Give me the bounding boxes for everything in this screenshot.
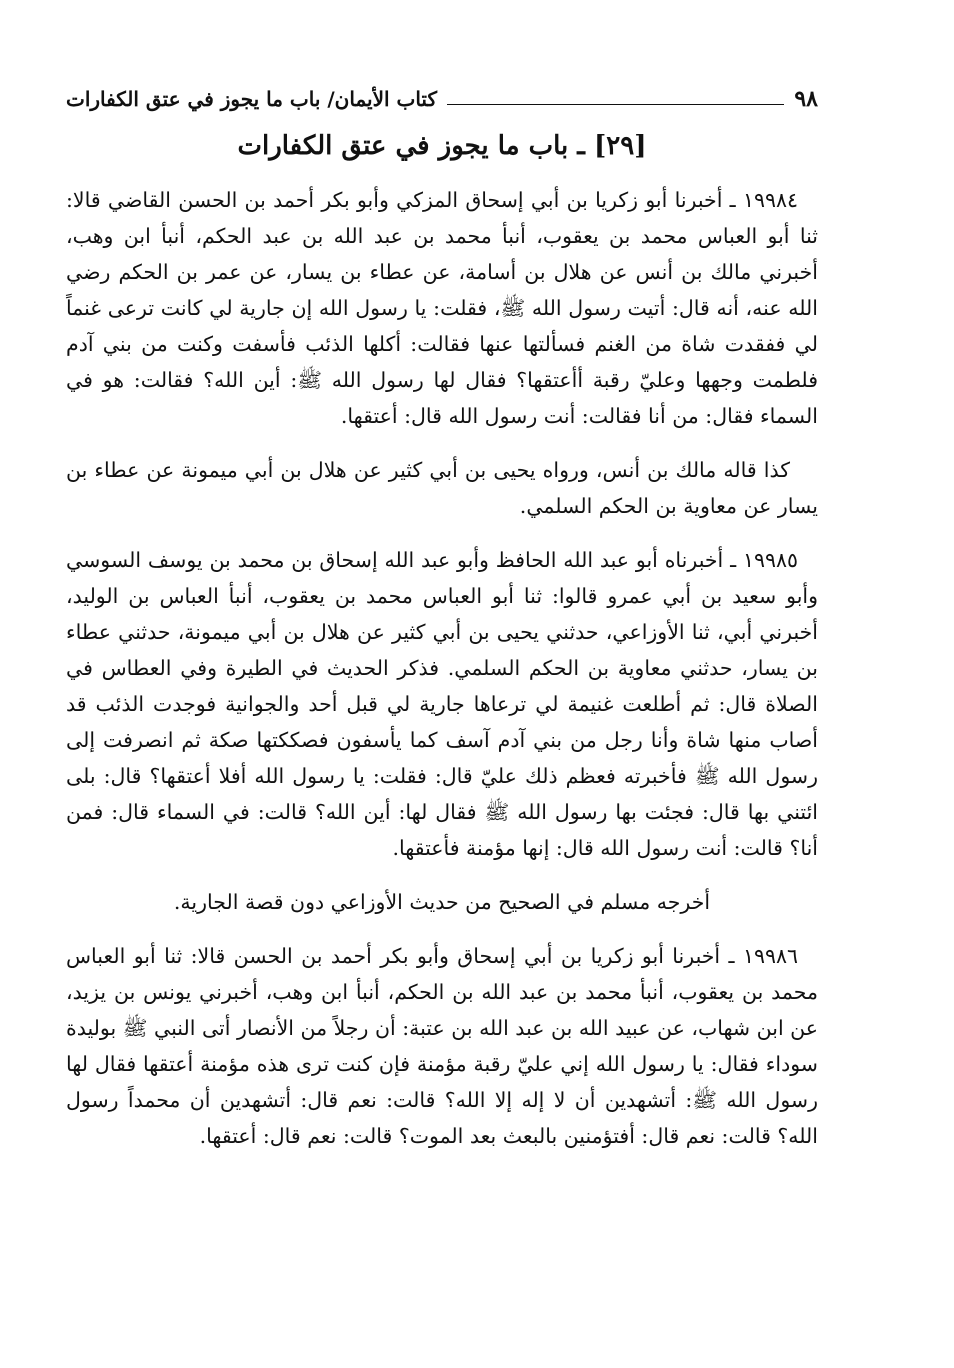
page-header (66, 82, 818, 116)
page-number: ٩٨ (794, 86, 818, 112)
header-rule (447, 104, 784, 105)
takhrij-note: أخرجه مسلم في الصحيح من حديث الأوزاعي دون قصة الجارية. (173, 890, 711, 914)
hadith-paragraph: ١٩٩٨٦ ـ أخبرنا أبو زكريا بن أبي إسحاق وأبو بكر أحمد بن الحسن قالا: ثنا أبو العباس محمد بن يعقوب، أنبأ محمد بن عبد الله بن الحكم، أنبأ ابن وهب، أخبرني يونس بن يزيد، عن ابن شهاب، عن عبيد الله بن عبد الله بن عتبة: أن رجلاً من الأنصار أتى النبي ﷺ بوليدة سوداء فقال: يا رسول الله إني عليّ رقبة مؤمنة فإن كنت ترى هذه مؤمنة أعتقها فقال لها رسول الله ﷺ: أتشهدين أن لا إله إلا الله؟ قالت: نعم قال: أتشهدين أن محمداً رسول الله؟ قالت: نعم قال: أفتؤمنين بالبعث بعد الموت؟ قالت: نعم قال: أعتقها. (66, 944, 818, 1148)
chapter-title: [٢٩] ـ باب ما يجوز في عتق الكفارات (237, 131, 647, 161)
commentary-paragraph: كذا قاله مالك بن أنس، ورواه يحيى بن أبي كثير عن هلال بن أبي ميمونة عن عطاء بن يسار عن معاوية بن الحكم السلمي. (66, 458, 818, 518)
hadith-paragraph: ١٩٩٨٤ ـ أخبرنا أبو زكريا بن أبي إسحاق المزكي وأبو بكر أحمد بن الحسن القاضي قالا: ثنا أبو العباس محمد بن يعقوب، أنبأ محمد بن عبد الله بن عبد الحكم، أنبأ ابن وهب، أخبرني مالك بن أنس عن هلال بن أسامة، عن عطاء بن يسار، عن عمر بن الحكم رضي الله عنه، أنه قال: أتيت رسول الله ﷺ، فقلت: يا رسول الله إن جارية لي كانت ترعى غنماً لي ففقدت شاة من الغنم فسألتها عنها فقالت: أكلها الذئب فأسفت وكنت من بني آدم فلطمت وجهها وعليّ رقبة أأعتقها؟ فقال لها رسول الله ﷺ: أين الله؟ فقالت: هو في السماء فقال: من أنا فقالت: أنت رسول الله قال: أعتقها. (66, 188, 818, 428)
running-title: كتاب الأيمان/ باب ما يجوز في عتق الكفارات (66, 87, 437, 111)
page-body (66, 182, 818, 1154)
hadith-paragraph: ١٩٩٨٥ ـ أخبرناه أبو عبد الله الحافظ وأبو عبد الله إسحاق بن محمد بن يوسف السوسي وأبو سعيد بن أبي عمرو قالوا: ثنا أبو العباس محمد بن يعقوب، أنبأ العباس بن الوليد، أخبرني أبي، ثنا الأوزاعي، حدثني يحيى بن أبي كثير عن هلال بن أبي ميمونة، حدثني عطاء بن يسار، حدثني معاوية بن الحكم السلمي. فذكر الحديث في الطيرة وفي العطاس في الصلاة قال: ثم أطلعت غنيمة لي ترعاها جارية لي قبل أحد والجوانية فوجدت الذئب قد أصاب منها شاة وأنا رجل من بني آدم آسف كما يأسفون فصككتها صكة ثم انصرفت إلى رسول الله ﷺ فأخبرته فعظم ذلك عليّ قال: فقلت: يا رسول الله أفلا أعتقها؟ قال: بلى ائتني بها قال: فجئت بها رسول الله ﷺ فقال لها: أين الله؟ قالت: في السماء قال: فمن أنا؟ قالت: أنت رسول الله قال: إنها مؤمنة فأعتقها. (66, 548, 818, 860)
